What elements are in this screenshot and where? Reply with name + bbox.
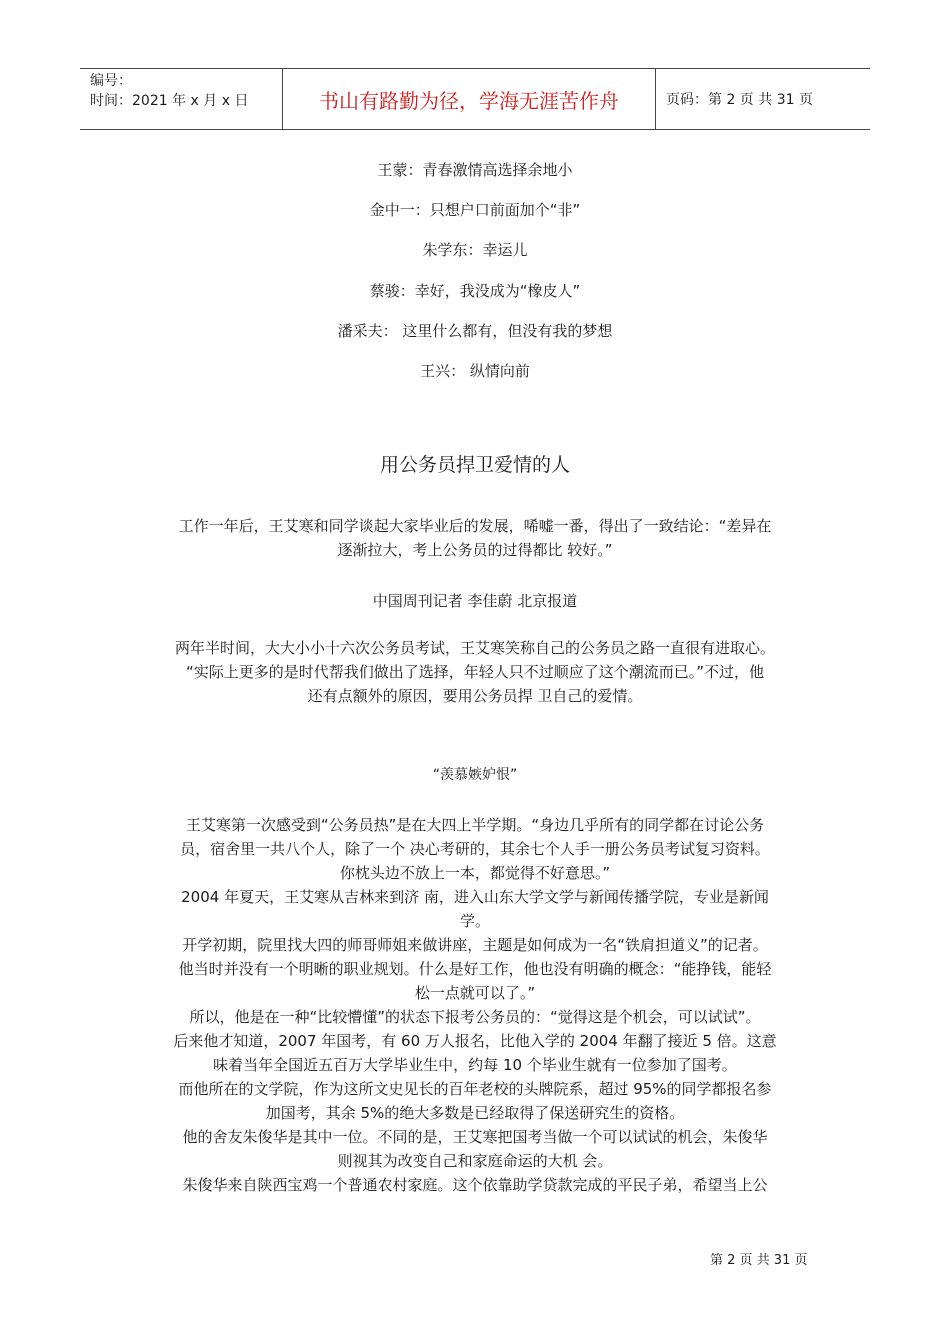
name-line: 蔡骏：幸好，我没成为“橡皮人” bbox=[369, 282, 581, 300]
text-line: 所以，他是在一种“比较懵懂”的状态下报考公务员的：“觉得这是个机会，可以试试”。 bbox=[189, 1008, 761, 1026]
number-label: 编号： bbox=[90, 73, 132, 89]
text-line: 他当时并没有一个明晰的职业规划。什么是好工作，他也没有明确的概念：“能挣钱，能轻 bbox=[178, 960, 772, 978]
text-line: 学。 bbox=[459, 912, 490, 930]
text-line: 味着当年全国近五百万大学毕业生中，约每 10 个毕业生就有一位参加了国考。 bbox=[213, 1056, 737, 1074]
text-line: 两年半时间，大大小小十六次公务员考试，王艾寒笑称自己的公务员之路一直很有进取心。 bbox=[174, 639, 775, 657]
time-label: 时间：2021 年 x 月 x 日 bbox=[90, 93, 249, 109]
name-line: 朱学东：幸运儿 bbox=[422, 241, 528, 259]
text-line: 王艾寒第一次感受到“公务员热”是在大四上半学期。“身边几乎所有的同学都在讨论公务 bbox=[185, 816, 765, 834]
paragraph-1 bbox=[130, 636, 820, 708]
text-line: 员，宿舍里一共八个人，除了一个 决心考研的，其余七个人手一册公务员考试复习资料。 bbox=[180, 840, 770, 858]
name-line: 王兴： 纵情向前 bbox=[420, 362, 530, 380]
intro-paragraph bbox=[140, 514, 810, 562]
text-line: 松一点就可以了。” bbox=[414, 984, 536, 1002]
text-line: 还有点额外的原因，要用公务员捍 卫自己的爱情。 bbox=[307, 687, 643, 705]
text-line: 朱俊华来自陕西宝鸡一个普通农村家庭。这个依靠助学贷款完成的平民子弟，希望当上公 bbox=[182, 1176, 768, 1194]
text-line: 2004 年夏天，王艾寒从吉林来到济 南，进入山东大学文学与新闻传播学院，专业是新闻 bbox=[181, 888, 769, 906]
page-label: 页码：第 2 页 共 31 页 bbox=[666, 92, 813, 108]
header-meta bbox=[80, 69, 282, 129]
page-header bbox=[80, 68, 870, 130]
text-line: 后来他才知道，2007 年国考，有 60 万人报名，比他入学的 2004 年翻了接近 5 倍。这意 bbox=[173, 1032, 777, 1050]
text-line: 工作一年后，王艾寒和同学谈起大家毕业后的发展，唏嘘一番，得出了一致结论：“差异在 bbox=[178, 517, 772, 535]
page-footer: 第 2 页 共 31 页 bbox=[710, 1253, 808, 1268]
article-title: 用公务员捍卫爱情的人 bbox=[379, 454, 570, 476]
text-line: 则视其为改变自己和家庭命运的大机 会。 bbox=[337, 1152, 613, 1170]
name-line: 王蒙：青春激情高选择余地小 bbox=[377, 161, 573, 179]
text-line: “实际上更多的是时代帮我们做出了选择，年轻人只不过顺应了这个潮流而已。”不过，他 bbox=[185, 663, 765, 681]
text-line: 开学初期，院里找大四的师哥师姐来做讲座，主题是如何成为一名“铁肩担道义”的记者。 bbox=[182, 936, 768, 954]
text-line: 而他所在的文学院，作为这所文史见长的百年老校的头牌院系，超过 95%的同学都报名参 bbox=[178, 1080, 772, 1098]
name-line: 金中一：只想户口前面加个“非” bbox=[369, 201, 581, 219]
section-title: “羡慕嫉妒恨” bbox=[432, 767, 518, 783]
text-line: 逐渐拉大，考上公务员的过得都比 较好。” bbox=[337, 541, 613, 559]
text-line: 加国考，其余 5%的绝大多数是已经取得了保送研究生的资格。 bbox=[265, 1104, 685, 1122]
name-line: 潘采夫： 这里什么都有，但没有我的梦想 bbox=[337, 322, 613, 340]
byline: 中国周刊记者 李佳蔚 北京报道 bbox=[372, 592, 578, 610]
motto: 书山有路勤为径，学海无涯苦作舟 bbox=[282, 69, 656, 129]
text-line: 你枕头边不放上一本，都觉得不好意思。” bbox=[339, 864, 611, 882]
text-line: 他的舍友朱俊华是其中一位。不同的是，王艾寒把国考当做一个可以试试的机会，朱俊华 bbox=[182, 1128, 768, 1146]
body-text bbox=[130, 813, 820, 1197]
